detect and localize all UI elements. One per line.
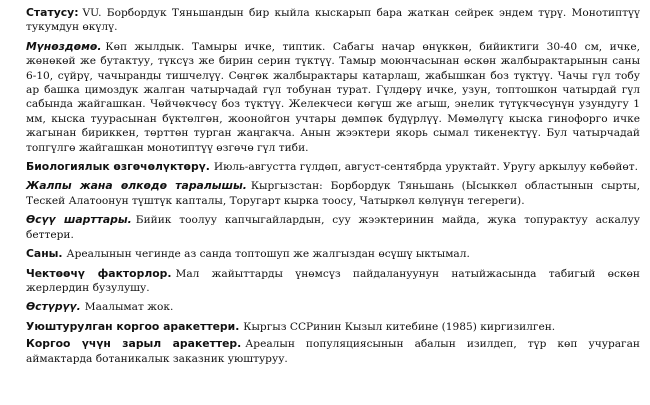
cultivation-heading: Өстүрүү. <box>26 300 81 314</box>
status-heading: Статусу: <box>26 6 79 19</box>
limiting-factors-section <box>26 267 640 296</box>
needed-actions-heading: Коргоо үчүн зарыл аракеттер. <box>26 337 242 351</box>
distribution-text: Кыргызстан: Борбордук Тяньшань (Ысыккөл областынын сырты, Тескей Алатоонун түштүк капталы, Торугарт кырка тоосу, Чатыркөл көлүнүн тегереги). <box>26 180 640 207</box>
distribution-section <box>26 179 640 208</box>
abundance-section <box>26 247 640 261</box>
abundance-text: Ареалынын чегинде аз санда топтошуп же жалгыздан өсүшү ыктымал. <box>66 248 470 261</box>
status-section <box>26 6 640 35</box>
description-text: Көп жылдык. Тамыры ичке, типтик. Сабагы начар өнүккөн, бийиктиги 30-40 см, ичке, жөнөкөй же бутактуу, түксүз же бирин серин түктүү. Тамыр моюнчасынан өскөн жалбырактарынын саны 6-10, сүйрү, чачыранды тишчелүү. Сөңгөк жалбырактары катарлаш, жабышкан боз түктүү. Чачы гүл тобу ар башка цимоздук жалган чатырчадай гүл тобунан турат. Гүлдөрү ичке, узун, топтошкон чатырдай гүл сабында жайгашкан. Чөйчөкчөсү боз түктүү. Желекчеси көгүш же агыш, энелик түтүкчөсүнүн узундугу 1 мм, кыска туурасынан бүктөлгөн, жоонойгон учтары дөмпөк бүдүрлүү. Мөмөлүгү кыска гинофорго ичке жагынан бириккен, төрттөн турган жаңгакча. Анын жээктери якорь сымал тикенектүү. Бул чатырчадай топгүлгө жайгашкан монотиптүү өзгөчө гүл тиби. <box>26 40 640 154</box>
needed-actions-section <box>26 337 640 366</box>
cultivation-section <box>26 300 640 314</box>
protection-measures-heading: Уюштурулган коргоо аракеттери. <box>26 319 240 333</box>
description-heading: Мүнөздөмө. <box>26 39 102 53</box>
biology-text: Июль-августта гүлдөп, август-сентябрда уруктайт. Уругу аркылуу көбөйөт. <box>213 161 639 174</box>
status-text: VU. Борбордук Тяньшандын бир кыйла кыскарып бара жаткан сейрек эндем түрү. Монотиптүү тукумдун өкүлү. <box>26 7 640 34</box>
protection-measures-text: Кыргыз ССРинин Кызыл китебине (1985) киргизилген. <box>243 320 556 333</box>
biology-heading: Биологиялык өзгөчөлүктөрү. <box>26 160 210 174</box>
habitat-text: Бийик тоолуу капчыгайлардын, суу жээктеринин майда, жука топурактуу аскалуу беттери. <box>26 214 640 241</box>
biology-section <box>26 160 640 174</box>
protection-measures-section <box>26 320 640 334</box>
limiting-factors-text: Мал жайыттарды үнөмсүз пайдалануунун натыйжасында табигый өскөн жерлердин бузулушу. <box>26 267 640 294</box>
distribution-heading: Жалпы жана өлкөдө таралышы. <box>26 179 247 193</box>
needed-actions-text: Ареалын популяциясынын абалын изилдеп, түр көп учураган аймактарда ботаникалык заказник уюштуруу. <box>26 338 640 365</box>
habitat-heading: Өсүү шарттары. <box>26 213 132 227</box>
habitat-section <box>26 213 640 242</box>
cultivation-text: Маалымат жок. <box>84 301 174 314</box>
description-section <box>26 40 640 155</box>
abundance-heading: Саны. <box>26 247 63 261</box>
limiting-factors-heading: Чектөөчү факторлор. <box>26 266 172 280</box>
